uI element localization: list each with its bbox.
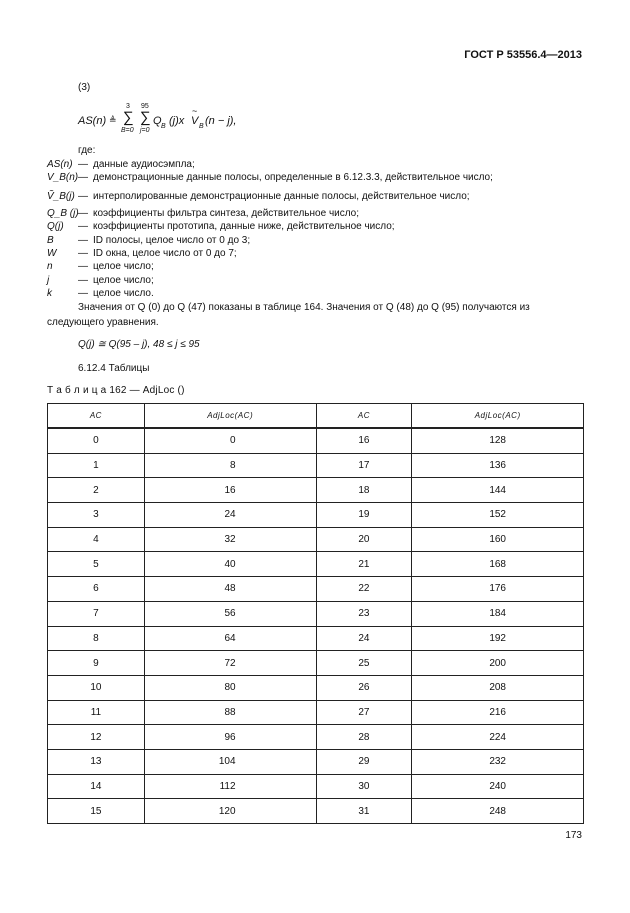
- cell: 17: [316, 453, 412, 478]
- cell: 6: [48, 577, 145, 602]
- cell: 176: [412, 577, 584, 602]
- adjloc-table: [47, 403, 584, 824]
- cell: 21: [316, 552, 412, 577]
- definition-dash: —: [78, 235, 88, 246]
- cell: 24: [316, 626, 412, 651]
- definition-text: целое число;: [93, 261, 154, 272]
- table-row: [48, 700, 584, 725]
- page-number: 173: [565, 830, 582, 841]
- formula-q: Q: [153, 115, 162, 127]
- definition-text: данные аудиосэмпла;: [93, 159, 195, 170]
- cell: 25: [316, 651, 412, 676]
- definition-dash: —: [78, 172, 88, 183]
- sum1-top: 3: [126, 103, 130, 110]
- cell: 1: [48, 453, 145, 478]
- where-label: где:: [78, 145, 96, 156]
- cell: 64: [144, 626, 316, 651]
- cell: 0: [144, 428, 316, 453]
- sum2-bottom: j=0: [140, 127, 150, 134]
- sum1-sigma: ∑: [123, 109, 134, 126]
- definition-text: ID окна, целое число от 0 до 7;: [93, 248, 237, 259]
- table-row: [48, 749, 584, 774]
- column-header: AdjLoc(AC): [412, 404, 584, 429]
- table-row: [48, 626, 584, 651]
- definition-symbol: Q_B (j): [47, 208, 79, 219]
- definition-dash: —: [78, 288, 88, 299]
- cell: 88: [144, 700, 316, 725]
- cell: 128: [412, 428, 584, 453]
- definition-dash: —: [78, 221, 88, 232]
- definition-dash: —: [78, 191, 88, 202]
- cell: 56: [144, 601, 316, 626]
- column-header: AdjLoc(AC): [144, 404, 316, 429]
- cell: 48: [144, 577, 316, 602]
- definition-text: ID полосы, целое число от 0 до 3;: [93, 235, 251, 246]
- definition-dash: —: [78, 248, 88, 259]
- cell: 5: [48, 552, 145, 577]
- cell: 112: [144, 774, 316, 799]
- cell: 232: [412, 749, 584, 774]
- cell: 208: [412, 675, 584, 700]
- cell: 29: [316, 749, 412, 774]
- formula-eq: ≜: [109, 115, 117, 125]
- cell: 23: [316, 601, 412, 626]
- table-row: [48, 774, 584, 799]
- formula-q-sub: B: [161, 123, 166, 130]
- cell: 15: [48, 799, 145, 824]
- definition-symbol: j: [47, 275, 50, 286]
- document-header: ГОСТ Р 53556.4—2013: [464, 49, 582, 61]
- table-row: [48, 675, 584, 700]
- cell: 13: [48, 749, 145, 774]
- cell: 27: [316, 700, 412, 725]
- cell: 192: [412, 626, 584, 651]
- definition-symbol: W: [47, 248, 57, 259]
- tilde-mark: ~: [192, 106, 198, 116]
- cell: 26: [316, 675, 412, 700]
- cell: 12: [48, 725, 145, 750]
- table-caption: Т а б л и ц а 162 — AdjLoc (): [47, 385, 185, 396]
- cell: 168: [412, 552, 584, 577]
- definition-text: демонстрационные данные полосы, определенные в 6.12.3.3, действительное число;: [93, 172, 493, 183]
- cell: 152: [412, 503, 584, 528]
- cell: 248: [412, 799, 584, 824]
- table-row: [48, 577, 584, 602]
- cell: 72: [144, 651, 316, 676]
- definition-symbol: AS(n): [47, 159, 73, 170]
- cell: 144: [412, 478, 584, 503]
- cell: 9: [48, 651, 145, 676]
- definition-text: интерполированные демонстрационные данные полосы, действительное число;: [93, 191, 470, 202]
- cell: 96: [144, 725, 316, 750]
- section-heading: 6.12.4 Таблицы: [78, 363, 150, 374]
- cell: 18: [316, 478, 412, 503]
- cell: 0: [48, 428, 145, 453]
- table-row: [48, 725, 584, 750]
- cell: 16: [316, 428, 412, 453]
- definition-text: целое число;: [93, 275, 154, 286]
- definition-dash: —: [78, 208, 88, 219]
- cell: 3: [48, 503, 145, 528]
- cell: 11: [48, 700, 145, 725]
- cell: 32: [144, 527, 316, 552]
- table-row: [48, 428, 584, 453]
- formula-body2: (j)x: [169, 115, 185, 127]
- cell: 20: [316, 527, 412, 552]
- cell: 8: [144, 453, 316, 478]
- formula-tail: (n − j),: [205, 115, 237, 127]
- cell: 40: [144, 552, 316, 577]
- formula-block: [78, 103, 378, 139]
- cell: 2: [48, 478, 145, 503]
- cell: 136: [412, 453, 584, 478]
- definition-text: коэффициенты прототипа, данные ниже, действительное число;: [93, 221, 395, 232]
- cell: 22: [316, 577, 412, 602]
- definition-dash: —: [78, 275, 88, 286]
- cell: 160: [412, 527, 584, 552]
- sum2-sigma: ∑: [140, 109, 151, 126]
- definition-symbol: Q(j): [47, 221, 64, 232]
- table-row: [48, 552, 584, 577]
- cell: 240: [412, 774, 584, 799]
- cell: 8: [48, 626, 145, 651]
- cell: 30: [316, 774, 412, 799]
- cell: 184: [412, 601, 584, 626]
- definition-dash: —: [78, 261, 88, 272]
- table-row: [48, 601, 584, 626]
- body-paragraph: Значения от Q (0) до Q (47) показаны в таблице 164. Значения от Q (48) до Q (95) получаются из следующего уравнения.: [47, 302, 530, 328]
- definition-symbol: B: [47, 235, 54, 246]
- column-header: AC: [316, 404, 412, 429]
- definition-dash: —: [78, 159, 88, 170]
- table-row: [48, 453, 584, 478]
- cell: 28: [316, 725, 412, 750]
- table-header-row: [48, 404, 584, 429]
- equation-q-symmetry: Q(j) ≅ Q(95 – j), 48 ≤ j ≤ 95: [78, 339, 200, 350]
- cell: 224: [412, 725, 584, 750]
- formula-lhs: AS(n): [78, 115, 107, 127]
- sum2-top: 95: [141, 103, 149, 110]
- definition-symbol: n: [47, 261, 53, 272]
- cell: 120: [144, 799, 316, 824]
- cell: 31: [316, 799, 412, 824]
- cell: 80: [144, 675, 316, 700]
- cell: 200: [412, 651, 584, 676]
- cell: 10: [48, 675, 145, 700]
- table-row: [48, 503, 584, 528]
- cell: 7: [48, 601, 145, 626]
- cell: 216: [412, 700, 584, 725]
- cell: 104: [144, 749, 316, 774]
- cell: 19: [316, 503, 412, 528]
- table-row: [48, 478, 584, 503]
- definition-text: коэффициенты фильтра синтеза, действительное число;: [93, 208, 360, 219]
- cell: 24: [144, 503, 316, 528]
- sum1-bottom: B=0: [121, 127, 134, 134]
- definition-symbol: Ṽ_B(j): [47, 191, 75, 202]
- definition-symbol: V_B(n): [47, 172, 79, 183]
- formula-v: V: [191, 115, 199, 127]
- definition-symbol: k: [47, 288, 52, 299]
- cell: 16: [144, 478, 316, 503]
- formula-v-sub: B: [199, 123, 204, 130]
- table-row: [48, 651, 584, 676]
- cell: 4: [48, 527, 145, 552]
- cell: 14: [48, 774, 145, 799]
- definition-text: целое число.: [93, 288, 154, 299]
- column-header: AC: [48, 404, 145, 429]
- table-row: [48, 527, 584, 552]
- table-row: [48, 799, 584, 824]
- formula-number: (3): [78, 82, 91, 93]
